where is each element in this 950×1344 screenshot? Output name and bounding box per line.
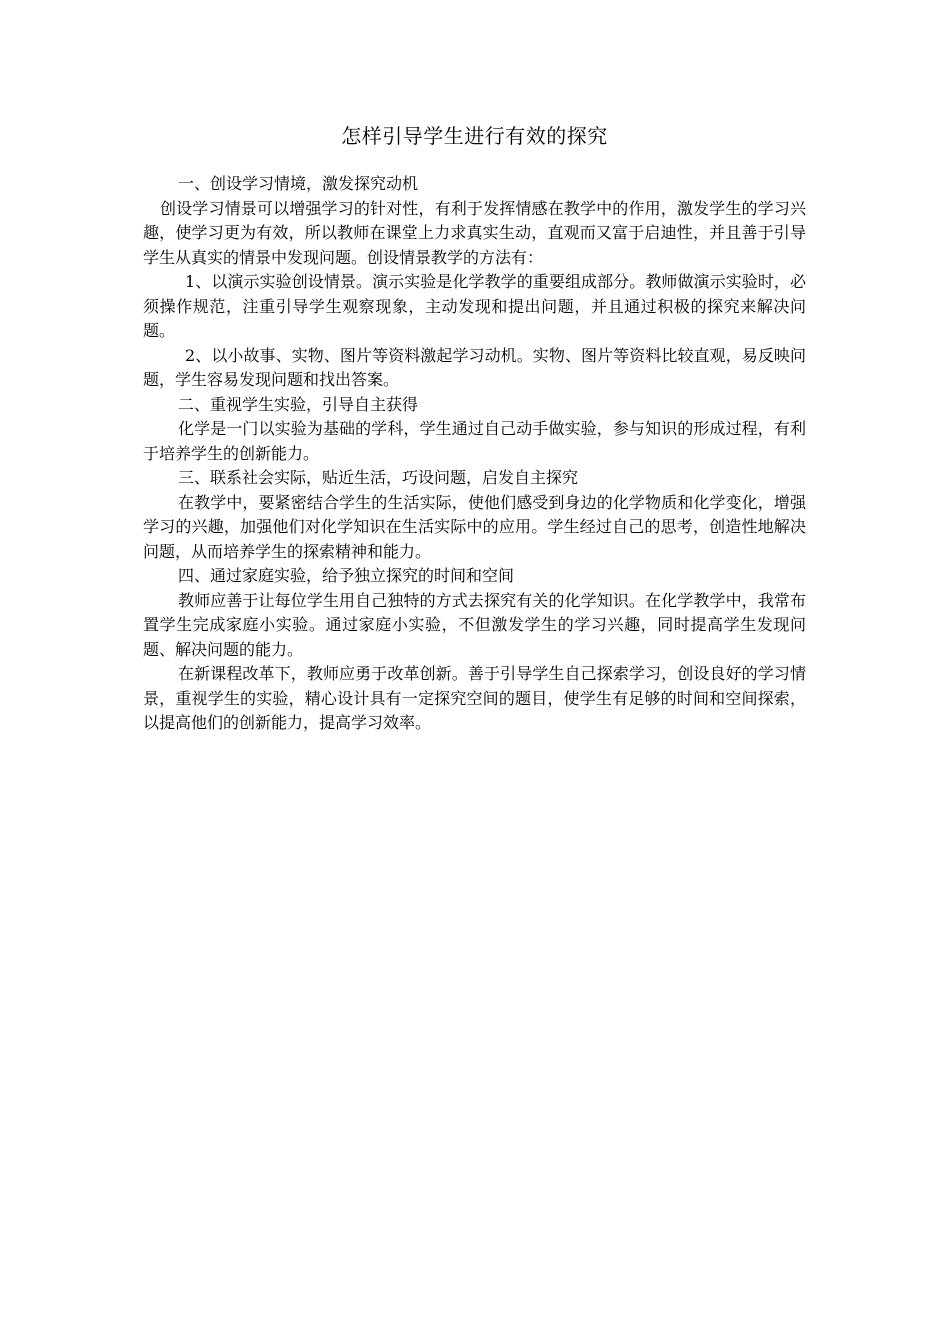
section-heading-2: 二、重视学生实验，引导自主获得 bbox=[178, 394, 419, 414]
body-paragraph: 化学是一门以实验为基础的学科，学生通过自己动手做实验，参与知识的形成过程，有利于培养学生的创新能力。 bbox=[143, 419, 806, 463]
section-heading-3: 三、联系社会实际，贴近生活，巧设问题，启发自主探究 bbox=[178, 468, 579, 487]
list-item-2: 2、以小故事、实物、图片等资料激起学习动机。实物、图片等资料比较直观，易反映问题，学生容易发现问题和找出答案。 bbox=[143, 345, 806, 389]
conclusion-paragraph: 在新课程改革下，教师应勇于改革创新。善于引导学生自己探索学习，创设良好的学习情景，重视学生的实验，精心设计具有一定探究空间的题目，使学生有足够的时间和空间探索，以提高他们的创新能力，提高学习效率。 bbox=[143, 664, 806, 732]
list-item-1: 1、以演示实验创设情景。演示实验是化学教学的重要组成部分。教师做演示实验时，必须操作规范，注重引导学生观察现象，主动发现和提出问题，并且通过积极的探究来解决问题。 bbox=[143, 272, 806, 340]
section-heading-4: 四、通过家庭实验，给予独立探究的时间和空间 bbox=[178, 566, 515, 585]
document-title: 怎样引导学生进行有效的探究 bbox=[341, 124, 608, 148]
body-paragraph: 教师应善于让每位学生用自己独特的方式去探究有关的化学知识。在化学教学中，我常布置学生完成家庭小实验。通过家庭小实验，不但激发学生的学习兴趣，同时提高学生发现问题、解决问题的能力。 bbox=[143, 590, 806, 659]
body-paragraph: 在教学中，要紧密结合学生的生活实际，使他们感受到身边的化学物质和化学变化，增强学习的兴趣，加强他们对化学知识在生活实际中的应用。学生经过自己的思考，创造性地解决问题，从而培养学生的探索精神和能力。 bbox=[143, 492, 806, 561]
document-body bbox=[143, 118, 806, 736]
section-heading-1: 一、创设学习情境，激发探究动机 bbox=[178, 174, 419, 193]
body-paragraph: 创设学习情景可以增强学习的针对性，有利于发挥情感在教学中的作用，激发学生的学习兴趣，使学习更为有效，所以教师在课堂上力求真实生动，直观而又富于启迪性，并且善于引导学生从真实的情景中发现问题。创设情景教学的方法有： bbox=[143, 198, 806, 267]
